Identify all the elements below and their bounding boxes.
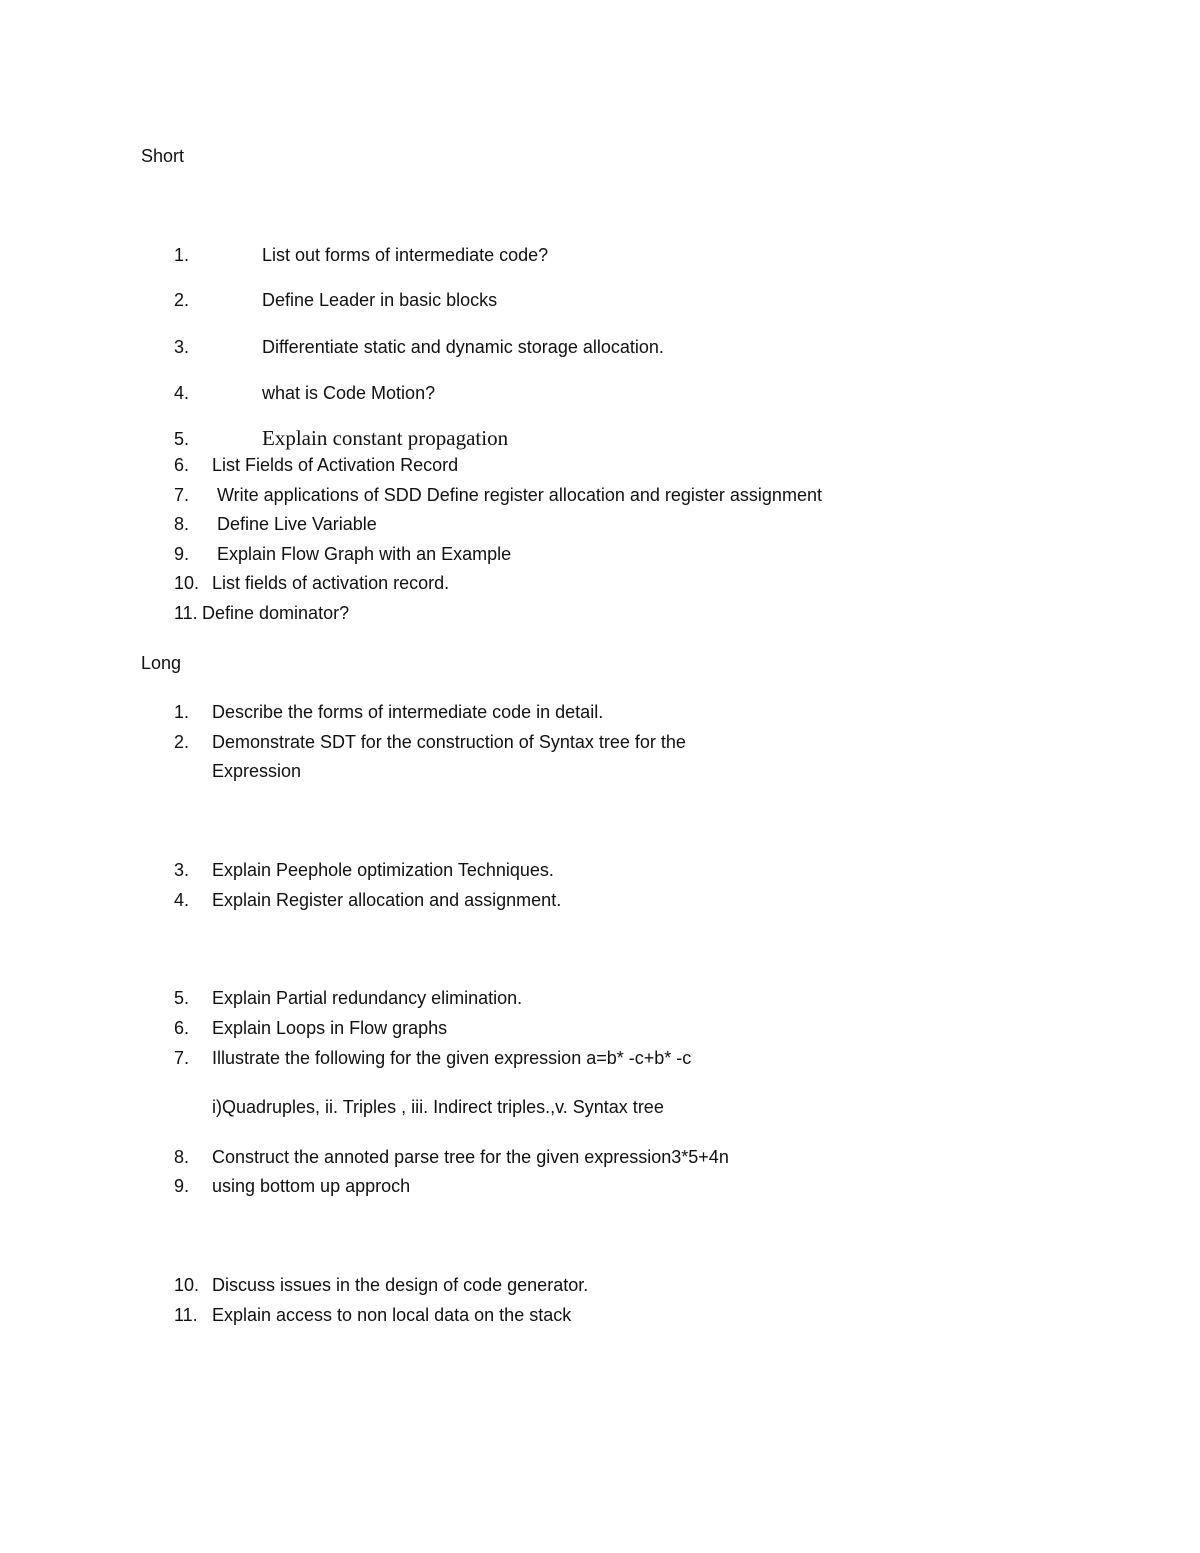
item-number: 9. bbox=[174, 544, 190, 564]
item-number: 9. bbox=[174, 1176, 190, 1196]
item-text: what is Code Motion? bbox=[262, 383, 436, 403]
item-text: Write applications of SDD Define register allocation and register assignment bbox=[217, 485, 822, 505]
item-number: 3. bbox=[174, 860, 190, 880]
item-text-continuation: Expression bbox=[212, 761, 302, 781]
item-text: Demonstrate SDT for the construction of Syntax tree for the bbox=[212, 732, 686, 752]
item-text: Define Live Variable bbox=[217, 514, 377, 534]
item-number: 11. bbox=[174, 603, 198, 623]
item-number: 5. bbox=[174, 988, 190, 1008]
item-number: 8. bbox=[174, 1147, 190, 1167]
item-number: 4. bbox=[174, 890, 190, 910]
item-number: 10. bbox=[174, 1275, 200, 1295]
item-number: 4. bbox=[174, 383, 190, 403]
item-text: Discuss issues in the design of code generator. bbox=[212, 1275, 589, 1295]
item-number: 7. bbox=[174, 1048, 190, 1068]
item-text: Illustrate the following for the given expression a=b* -c+b* -c bbox=[212, 1048, 692, 1068]
item-number: 1. bbox=[174, 702, 190, 722]
item-number: 6. bbox=[174, 1018, 190, 1038]
item-text: using bottom up approch bbox=[212, 1176, 411, 1196]
item-number: 10. bbox=[174, 573, 200, 593]
item-number: 5. bbox=[174, 429, 190, 449]
item-text: Explain access to non local data on the stack bbox=[212, 1305, 572, 1325]
item-number: 3. bbox=[174, 337, 190, 357]
item-text: Explain Partial redundancy elimination. bbox=[212, 988, 523, 1008]
item-number: 6. bbox=[174, 455, 190, 475]
item-text: Differentiate static and dynamic storage allocation. bbox=[262, 337, 664, 357]
item-number: 2. bbox=[174, 290, 190, 310]
item-number: 8. bbox=[174, 514, 190, 534]
item-number: 1. bbox=[174, 245, 190, 265]
item-text: List out forms of intermediate code? bbox=[262, 245, 549, 265]
item-text: Describe the forms of intermediate code in detail. bbox=[212, 702, 604, 722]
item-number: 11. bbox=[174, 1305, 198, 1325]
item-number: 7. bbox=[174, 485, 190, 505]
item-text: Define Leader in basic blocks bbox=[262, 290, 498, 310]
item-number: 2. bbox=[174, 732, 190, 752]
item-text: Explain Peephole optimization Techniques. bbox=[212, 860, 554, 880]
item-text: Explain Flow Graph with an Example bbox=[217, 544, 512, 564]
item-text: Construct the annoted parse tree for the given expression3*5+4n bbox=[212, 1147, 729, 1167]
item-text-continuation: i)Quadruples, ii. Triples , iii. Indirect triples.,v. Syntax tree bbox=[212, 1097, 664, 1117]
item-text: List Fields of Activation Record bbox=[212, 455, 459, 475]
item-text: Explain Register allocation and assignment. bbox=[212, 890, 562, 910]
item-text: List fields of activation record. bbox=[212, 573, 450, 593]
item-text: Define dominator? bbox=[202, 603, 350, 623]
long-heading: Long bbox=[141, 653, 182, 673]
short-heading: Short bbox=[141, 146, 185, 166]
item-text: Explain Loops in Flow graphs bbox=[212, 1018, 448, 1038]
item-text: Explain constant propagation bbox=[262, 426, 509, 450]
